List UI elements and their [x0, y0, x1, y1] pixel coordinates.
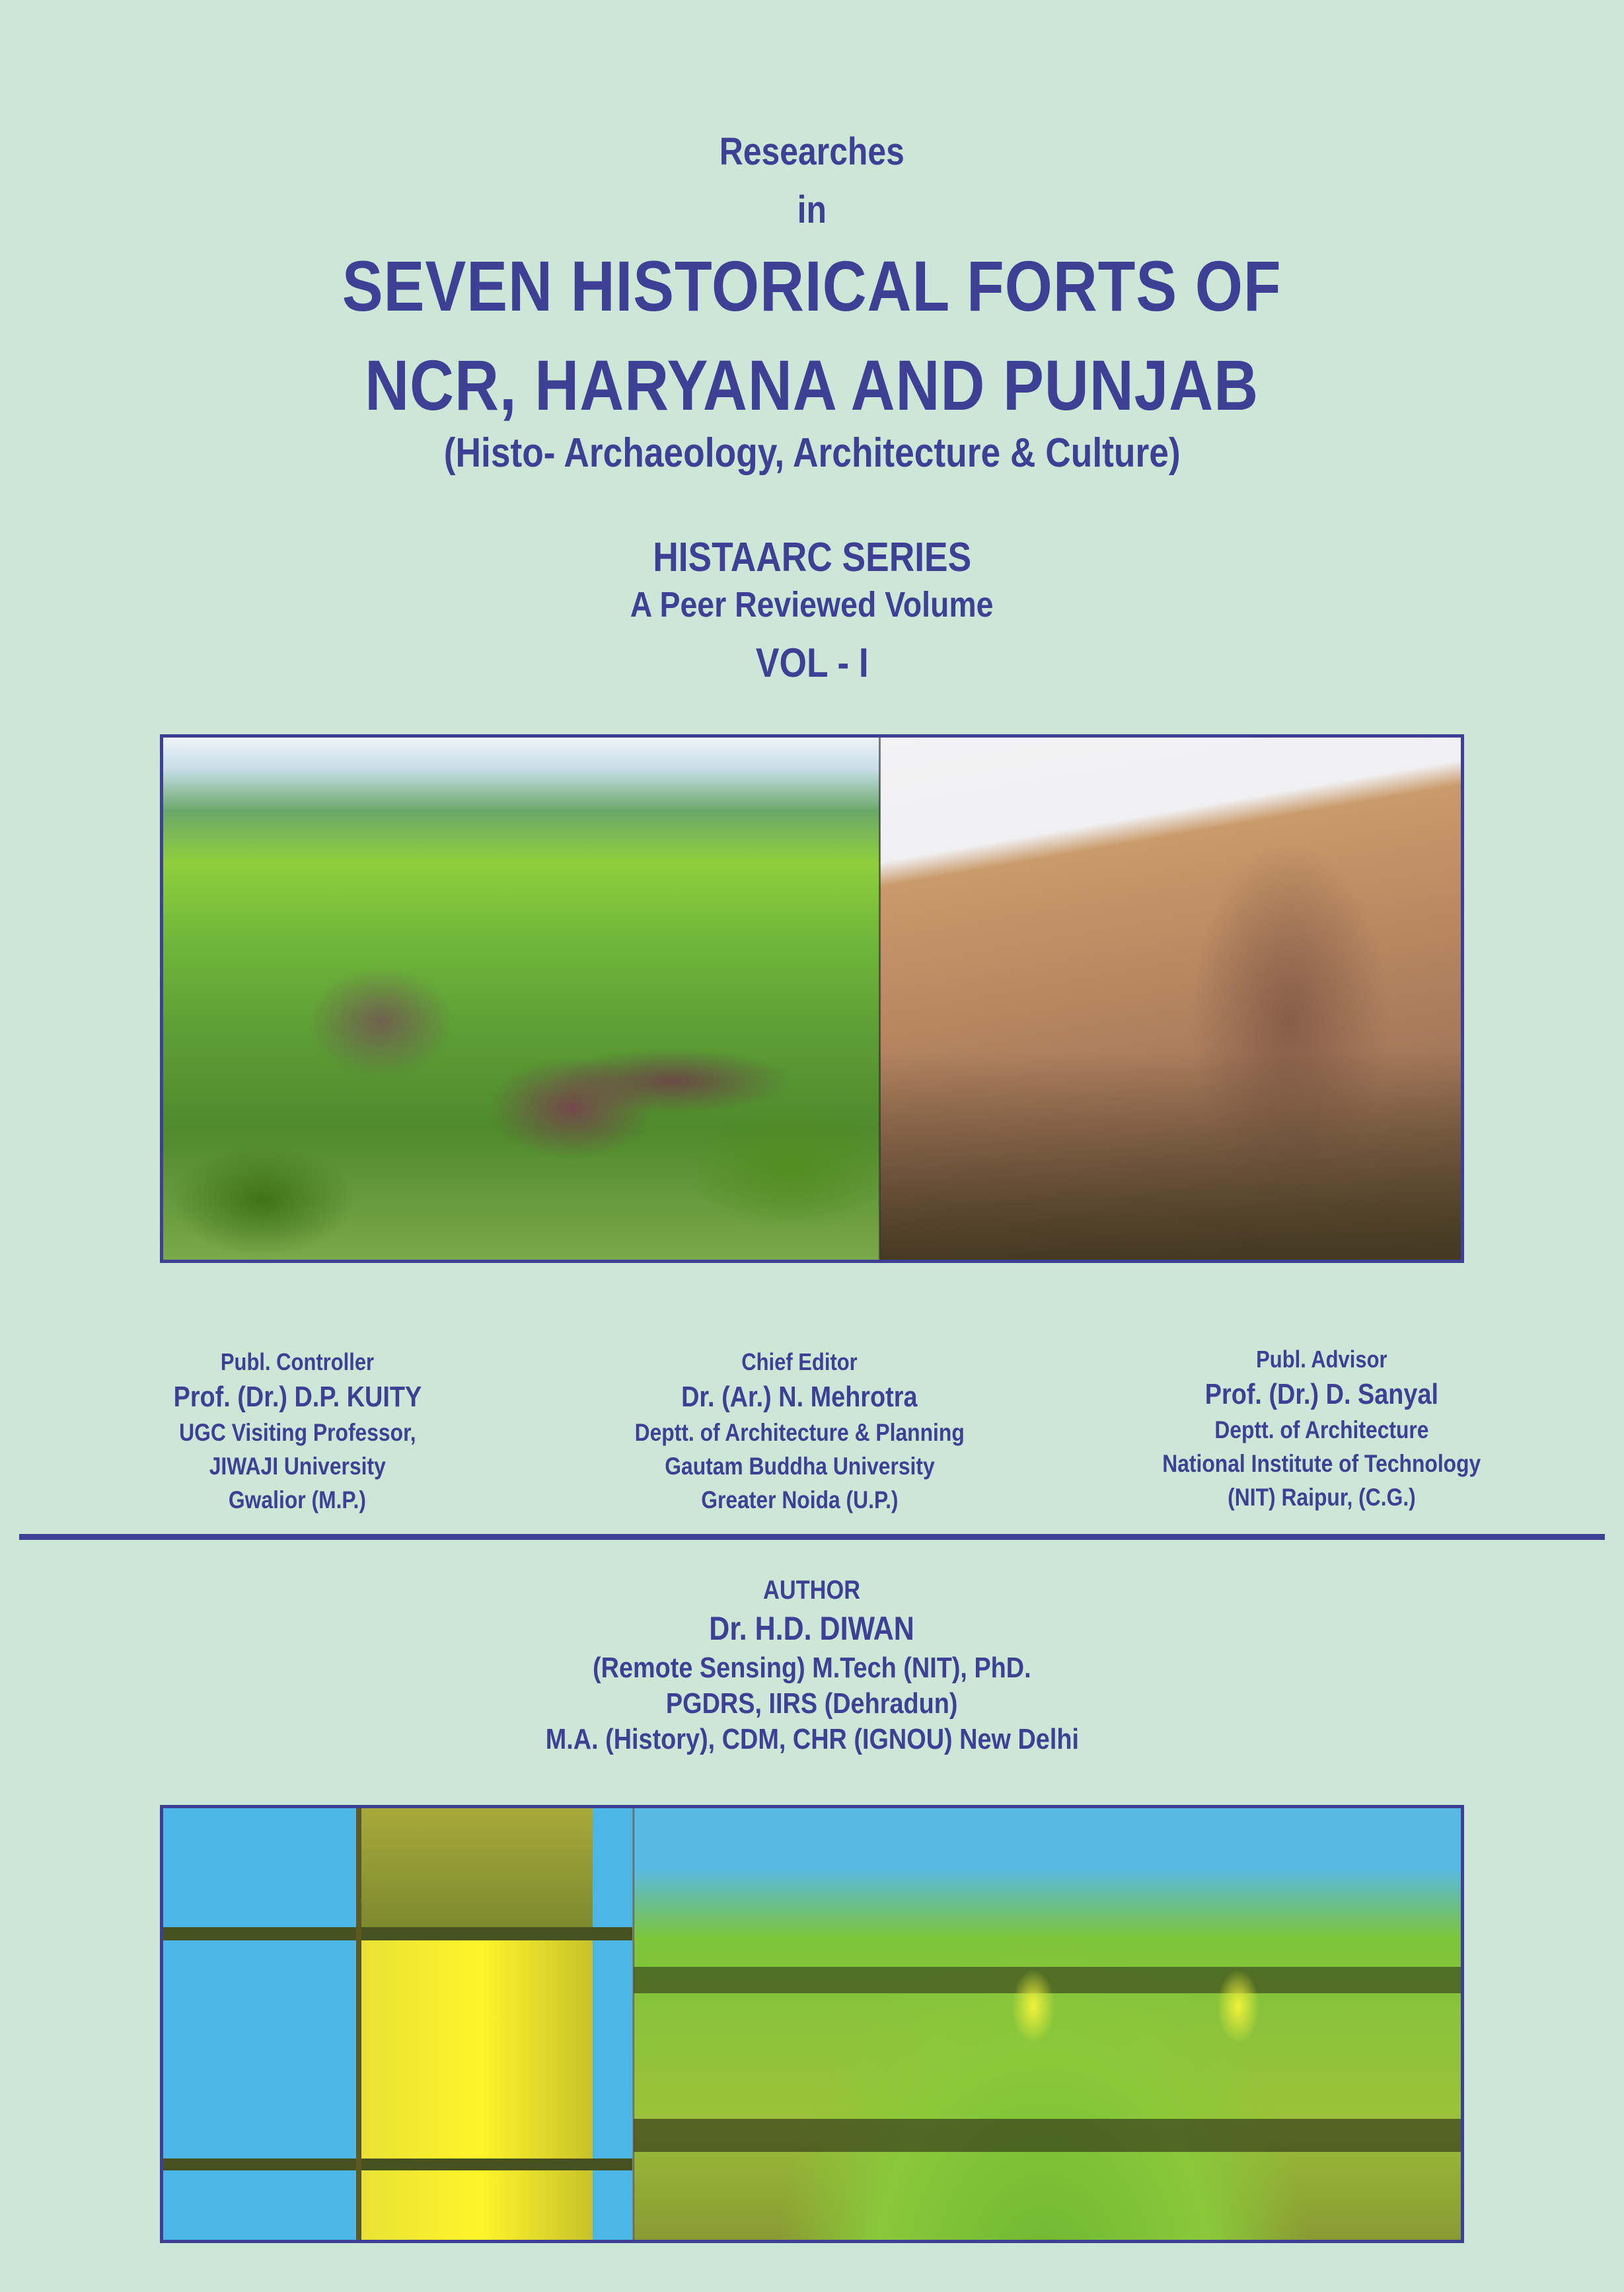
book-title-line-2: NCR, HARYANA AND PUNJAB	[365, 345, 1259, 425]
editor-affiliation: Gautam Buddha University	[664, 1453, 935, 1480]
palace-photo	[634, 1808, 1461, 2240]
volume-label: VOL - I	[755, 640, 869, 686]
author-qualification: M.A. (History), CDM, CHR (IGNOU) New Delhi	[545, 1723, 1079, 1755]
photo-split-line	[632, 1808, 634, 2240]
controller-affiliation: UGC Visiting Professor,	[178, 1419, 416, 1446]
advisor-affiliation: Deptt. of Architecture	[1214, 1416, 1429, 1443]
controller-affiliation: Gwalior (M.P.)	[228, 1486, 367, 1513]
book-subtitle: (Histo- Archaeology, Architecture & Culture)	[443, 430, 1181, 476]
publication-controller-block	[99, 1346, 496, 1517]
advisor-name: Prof. (Dr.) D. Sanyal	[1204, 1378, 1438, 1410]
advisor-affiliation: (NIT) Raipur, (C.G.)	[1227, 1484, 1416, 1511]
editor-affiliation: Deptt. of Architecture & Planning	[634, 1419, 965, 1446]
book-title-line-1: SEVEN HISTORICAL FORTS OF	[342, 246, 1282, 326]
fort-wall-photo	[880, 738, 1461, 1260]
publication-advisor-block	[1090, 1343, 1553, 1514]
pre-title-in: in	[797, 188, 827, 231]
author-block	[0, 1574, 1624, 1757]
controller-role: Publ. Controller	[220, 1348, 375, 1375]
editor-affiliation: Greater Noida (U.P.)	[700, 1486, 899, 1513]
photo-split-line	[879, 738, 881, 1260]
editor-role: Chief Editor	[741, 1348, 858, 1375]
section-divider	[19, 1534, 1605, 1540]
bottom-photo-collage	[160, 1805, 1464, 2243]
series-name: HISTAARC SERIES	[653, 535, 971, 580]
author-name: Dr. H.D. DIWAN	[709, 1610, 915, 1647]
chief-editor-block	[562, 1346, 1037, 1517]
advisor-role: Publ. Advisor	[1255, 1346, 1387, 1373]
fort-landscape-photo	[163, 738, 880, 1260]
tower-photo	[163, 1808, 632, 2240]
author-qualification: PGDRS, IIRS (Dehradun)	[666, 1687, 958, 1720]
tower-crown	[361, 1808, 593, 1927]
author-qualification: (Remote Sensing) M.Tech (NIT), PhD.	[593, 1652, 1031, 1684]
peer-review-note: A Peer Reviewed Volume	[630, 585, 994, 625]
top-photo-collage	[160, 734, 1464, 1263]
pre-title-researches: Researches	[719, 130, 905, 173]
controller-name: Prof. (Dr.) D.P. KUITY	[173, 1381, 422, 1413]
author-role: AUTHOR	[763, 1576, 861, 1605]
controller-affiliation: JIWAJI University	[209, 1453, 386, 1480]
advisor-affiliation: National Institute of Technology	[1162, 1450, 1481, 1477]
editor-name: Dr. (Ar.) N. Mehrotra	[681, 1381, 918, 1413]
